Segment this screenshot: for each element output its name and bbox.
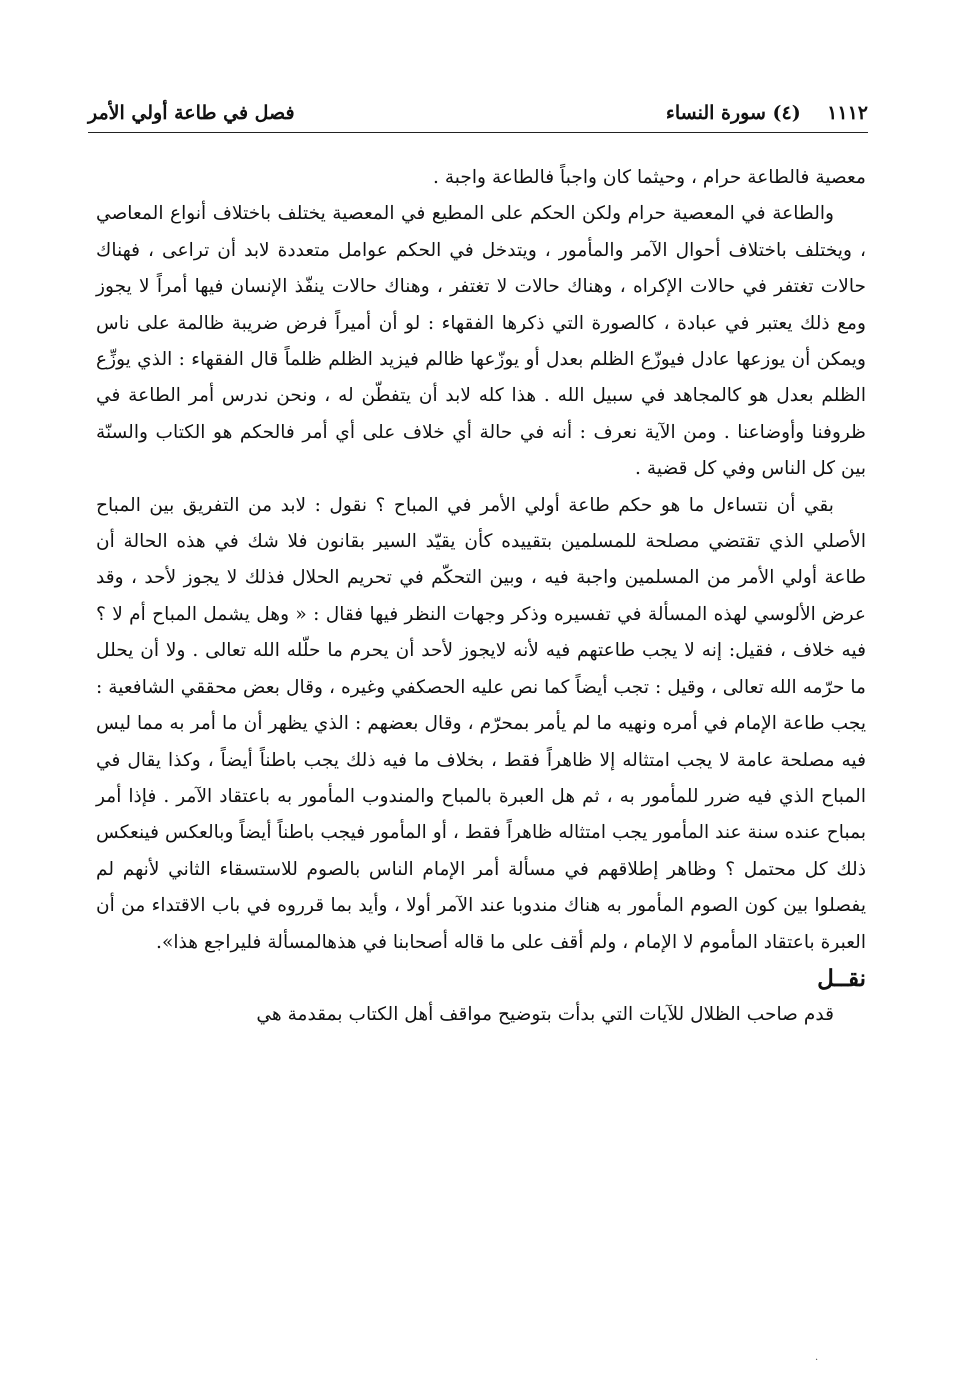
- page-number: ١١١٢: [827, 102, 868, 124]
- paragraph: بقي أن نتساءل ما هو حكم طاعة أولي الأمر في المباح ؟ نقول : لابد من التفريق بين المباح الأصلي الذي تقتضي مصلحة للمسلمين بتقييده كأن يقيّد السير بقانون فلا شك في هذه الحالة أن طاعة أولي الأمر من المسلمين واجبة فيه ، وبين التحكّم في تحريم الحلال فذلك لا يجوز لأحد ، وقد عرض الألوسي لهذه المسألة في تفسيره وذكر وجهات النظر فيها فقال : « وهل يشمل المباح أم لا ؟ فيه خلاف ، فقيل: إنه لا يجب طاعتهم فيه لأنه لايجوز لأحد أن يحرم ما حلّله الله تعالى . ولا أن يحلل ما حرّمه الله تعالى ، وقيل : تجب أيضاً كما نص عليه الحصكفي وغيره ، وقال بعض محققي الشافعية : يجب طاعة الإمام في أمره ونهيه ما لم يأمر بمحرّم ، وقال بعضهم : الذي يظهر أن ما أمر به مما ليس فيه مصلحة عامة لا يجب امتثاله إلا ظاهراً فقط ، بخلاف ما فيه ذلك يجب باطناً أيضاً ، وكذا يقال في المباح الذي فيه ضرر للمأمور به ، ثم هل العبرة بالمباح والمندوب المأمور به باعتقاد الآمر . فإذا أمر بمباح عنده سنة عند المأمور يجب امتثاله ظاهراً فقط ، أو المأمور فيجب باطناً أيضاً وبالعكس فينعكس ذلك كل محتمل ؟ وظاهر إطلاقهم في مسألة أمر الإمام الناس بالصوم للاستسقاء الثاني لأنهم لم يفصلوا بين كون الصوم المأمور به هناك مندوبا عند الآمر أولا ، وأيد بما قرروه في باب الاقتداء من أن العبرة باعتقاد المأموم لا الإمام ، ولم أقف على ما قاله أصحابنا في هذهالمسألة فليراجع هذا».: [96, 494, 866, 953]
- section-title: فصل في طاعة أولي الأمر: [88, 102, 295, 124]
- running-header: [88, 96, 868, 130]
- page-speck: ·: [815, 1355, 819, 1366]
- header-left: [666, 102, 868, 124]
- paragraph: قدم صاحب الظلال للآيات التي بدأت بتوضيح مواقف أهل الكتاب بمقدمة هي: [256, 1004, 834, 1026]
- paragraph: والطاعة في المعصية حرام ولكن الحكم على المطيع في المعصية يختلف باختلاف أنواع المعاصي ، ويختلف باختلاف أحوال الآمر والمأمور ، ويتدخل في الحكم عوامل متعددة لابد أن تراعى ، فهناك حالات تغتفر في حالات الإكراه ، وهناك حالات لا تغتفر ، وهناك حالات ينفّذ الإنسان فيها أمراً لا يجوز ومع ذلك يعتبر في عبادة ، كالصورة التي ذكرها الفقهاء : لو أن أميراً فرض ضريبة ظالمة على ناس ويمكن أن يوزعها عادل فيوزّع الظلم بعدل أو يوزّعها ظالم فيزيد الظلم ظلماً قال الفقهاء : الذي يوزِّع الظلم بعدل هو كالمجاهد في سبيل الله . هذا كله لابد أن يتفطّن له ، ونحن ندرس أمر الطاعة في ظروفنا وأوضاعنا . ومن الآية نعرف : أنه في حالة أي خلاف على أي أمر فالحكم هو الكتاب والسنّة بين كل الناس وفي كل قضية .: [96, 203, 866, 480]
- main-text: [96, 160, 866, 1034]
- paragraph-continuation: معصية فالطاعة حرام ، وحيثما كان واجباً فالطاعة واجبة .: [433, 167, 866, 188]
- header-divider: [88, 132, 868, 133]
- section-heading: نقــل: [817, 964, 866, 992]
- surah-label: (٤) سورة النساء: [665, 102, 801, 124]
